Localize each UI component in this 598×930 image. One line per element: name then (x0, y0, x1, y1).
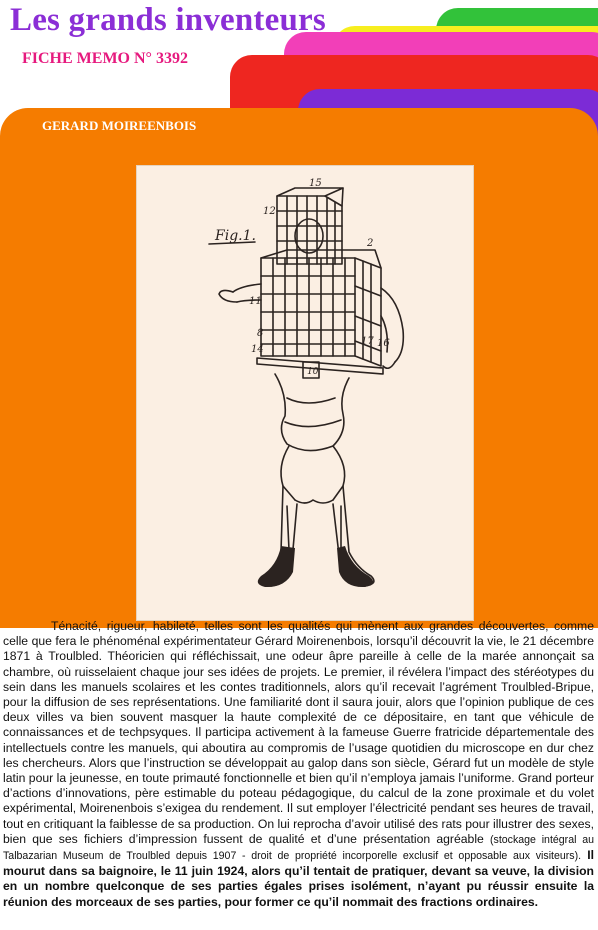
patent-illustration (136, 165, 474, 621)
page-title: Les grands inventeurs (10, 2, 326, 38)
fig-number: 14 (251, 344, 264, 355)
fig-number: 2 (367, 238, 374, 249)
fig-number: 12 (263, 206, 276, 217)
fig-number: 15 (309, 178, 322, 189)
fig-number: 17 (361, 336, 374, 347)
chest-cage (257, 250, 383, 378)
storage-note: (stockage intégral au Talbazarian Museum de Troulbled depuis 1907 - droit de propriété incorporelle exclusif et opposable aux visiteurs). (3, 833, 594, 863)
fig-label: Fig.1. (215, 228, 256, 244)
memo-number: FICHE MEMO N° 3392 (22, 50, 188, 67)
fig-number: 16 (377, 338, 390, 349)
fig-number: 8 (257, 328, 264, 339)
inventor-name: GERARD MOIREENBOIS (42, 118, 197, 133)
biography-text (3, 619, 594, 910)
fig-number: 11 (249, 296, 262, 307)
fig-number: 10 (307, 367, 319, 377)
death-paragraph: Il mourut dans sa baignoire, le 11 juin 1924, alors qu’il tentait de pratiquer, devant sa veuve, la division en un nombre quelconque de ses parties égales prises isolément, n’ayant pu réussir ensuite la réunion des morceaux de ses parties, pour former ce qu’il nommait des fractions ordinaires. (3, 848, 594, 909)
biography-part: Ténacité, rigueur, habileté, telles sont les qualités qui mènent aux grandes découvertes, comme celle que fera le phénoménal expérimentateur Gérard Moirenenbois, lorsqu’il découvrit la vie, le 21 décembre 1871 à Troulbled. Théoricien qui réfléchissait, une odeur âpre pareille à celle de la marée annonçait sa chambre, où ruisselaient chaque jour ses idées de projets. Le premier, il révélera l’impact des stéréotypes du sein dans les manuels scolaires et les contes traditionnels, alors qu’il recevait l’agrément Troulbled-Bripue, pour la diffusion de ses représentations. Une familiarité dont il saura jouir, alors que l’opinion publique de ces deux villes va bien souvent masquer la haute complexité de ce dépositaire, en tant que véhicule de connaissances et de techpsyques. Il participa activement à la fameuse Guerre fratricide départementale des intellectuels contre les manuels, qui aboutira au compromis de l’usage quotidien du microscope en dur chez les chercheurs. Alors que l’instruction se développait au galop dans son siècle, Gérard fut un modèle de style latin pour la jeunesse, en toute primauté fonctionnelle et bien qu’il n’employa jamais l’uniforme. Grand porteur d’actions d’innovations, père estimable du poteau pédagogique, du calcul de la zone proximale et du volet expérimental, Moirenenbois s’exigea du rendement. Il sut employer l’électricité pendant ses heures de travail, tout en critiquant la faiblesse de sa production. On lui reprocha d’avoir utilisé des rats pour illustrer des sexes, bien que ses fichiers d’impression fussent de qualité et d’une présentation agréable (3, 619, 594, 846)
